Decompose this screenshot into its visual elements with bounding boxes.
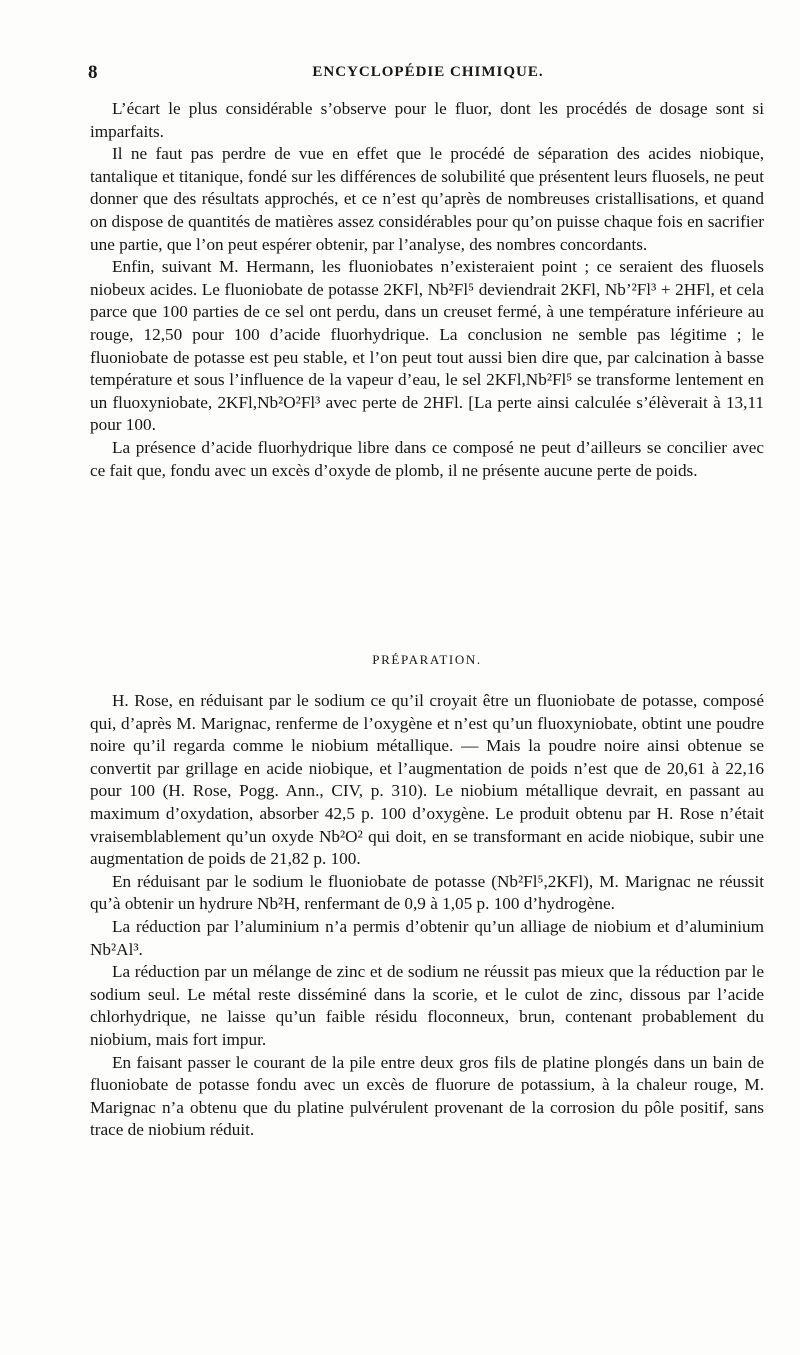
paragraph: La réduction par un mélange de zinc et de sodium ne réussit pas mieux que la réduction par le sodium seul. Le métal reste disséminé dans la scorie, et le culot de zinc, dissous par l’acide chlorhydrique, ne laisse qu’un faible résidu floconneux, brun, contenant probablement du niobium, mais fort impur. xyxy=(90,962,764,1049)
paragraph: En faisant passer le courant de la pile entre deux gros fils de platine plongés dans un bain de fluoniobate de potasse fondu avec un excès de fluorure de potassium, à la chaleur rouge, M. Marignac n’a obtenu que du platine pulvérulent provenant de la corrosion du pôle positif, sans trace de niobium réduit. xyxy=(90,1052,764,1140)
body-text-before xyxy=(90,98,764,482)
running-head xyxy=(88,62,768,86)
paragraph: La réduction par l’aluminium n’a permis d’obtenir qu’un alliage de niobium et d’aluminium Nb²Al³. xyxy=(90,916,764,959)
paragraph: H. Rose, en réduisant par le sodium ce qu’il croyait être un fluoniobate de potasse, composé qui, d’après M. Marignac, renferme de l’oxygène et n’est qu’un fluoxyniobate, obtint une poudre noire qu’il regarda comme le niobium métallique. — Mais la poudre noire ainsi obtenue se convertit par grillage en acide niobique, et l’augmentation de poids n’est que de 20,61 à 22,16 pour 100 (H. Rose, Pogg. Ann., CIV, p. 310). Le niobium métallique devrait, en passant au maximum d’oxydation, absorber 42,5 p. 100 d’oxygène. Le produit obtenu par H. Rose n’était vraisemblablement qu’un oxyde Nb²O² qui doit, en se transformant en acide niobique, subir une augmentation de poids de 21,82 p. 100. xyxy=(90,691,764,869)
body-text-after xyxy=(90,690,764,1142)
section-heading: PRÉPARATION. xyxy=(372,652,482,667)
paragraph: Il ne faut pas perdre de vue en effet que le procédé de séparation des acides niobique, tantalique et titanique, fondé sur les différences de solubilité que présentent leurs fluosels, ne peut donner que des résultats approchés, et ce n’est qu’après de nombreuses cristallisations, et quand on dispose de quantités de matières assez considérables pour qu’on puisse chaque fois en sacrifier une partie, que l’on peut espérer obtenir, par l’analyse, des nombres concordants. xyxy=(90,144,764,254)
paragraph: En réduisant par le sodium le fluoniobate de potasse (Nb²Fl⁵,2KFl), M. Marignac ne réussit qu’à obtenir un hydrure Nb²H, renfermant de 0,9 à 1,05 p. 100 d’hydrogène. xyxy=(90,871,764,914)
paragraph: Enfin, suivant M. Hermann, les fluoniobates n’existeraient point ; ce seraient des fluosels niobeux acides. Le fluoniobate de potasse 2KFl, Nb²Fl⁵ deviendrait 2KFl, Nb’²Fl³ + 2HFl, et cela parce que 100 parties de ce sel ont perdu, dans un creuset fermé, à une température inférieure au rouge, 12,50 pour 100 d’acide fluorhydrique. La conclusion ne semble pas légitime ; le fluoniobate de potasse est peu stable, et l’on peut tout aussi bien dire que, par calcination à basse température et sous l’influence de la vapeur d’eau, le sel 2KFl,Nb²Fl⁵ se transforme lentement en un fluoxyniobate, 2KFl,Nb²O²Fl³ avec perte de 2HFl. [La perte ainsi calculée s’élèverait à 13,11 pour 100. xyxy=(90,257,764,435)
page-number: 8 xyxy=(88,62,98,83)
paragraph: La présence d’acide fluorhydrique libre dans ce composé ne peut d’ailleurs se concilier avec ce fait que, fondu avec un excès d’oxyde de plomb, il ne présente aucune perte de poids. xyxy=(90,437,764,480)
running-title: ENCYCLOPÉDIE CHIMIQUE. xyxy=(312,64,544,80)
paragraph: L’écart le plus considérable s’observe pour le fluor, dont les procédés de dosage sont si imparfaits. xyxy=(90,99,764,141)
